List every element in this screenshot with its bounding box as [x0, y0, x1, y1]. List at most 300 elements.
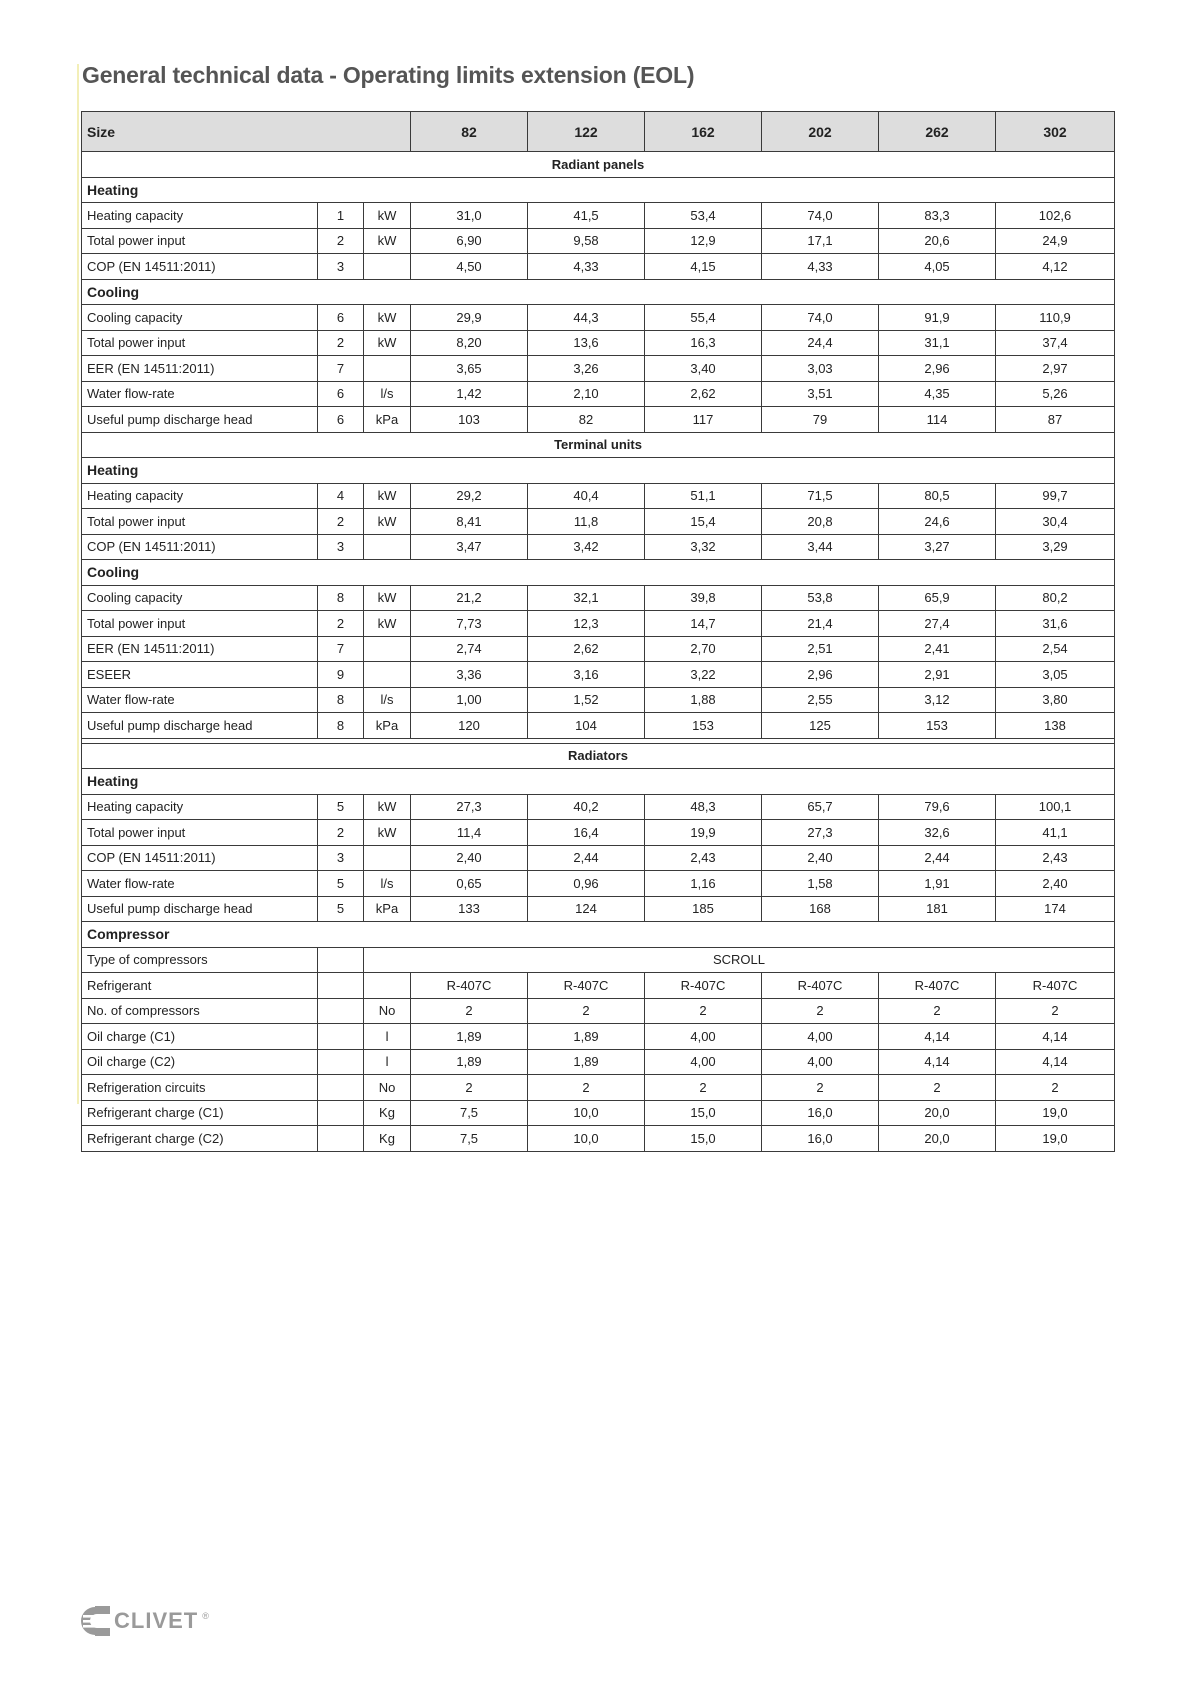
- row-note: 2: [318, 509, 364, 535]
- table-row: [82, 305, 1115, 331]
- size-value: 82: [411, 112, 528, 152]
- group-header-row: [82, 177, 1115, 203]
- row-value: 4,33: [528, 254, 645, 280]
- row-value: 15,0: [645, 1126, 762, 1152]
- row-value: 27,3: [762, 820, 879, 846]
- table-row: [82, 973, 1115, 999]
- table-row: [82, 330, 1115, 356]
- row-value: 16,4: [528, 820, 645, 846]
- row-note: 6: [318, 305, 364, 331]
- row-unit: No: [364, 1075, 411, 1101]
- row-value: 31,0: [411, 203, 528, 229]
- row-value: 2,70: [645, 636, 762, 662]
- row-value: 83,3: [879, 203, 996, 229]
- row-value: 1,16: [645, 871, 762, 897]
- row-note: [318, 947, 364, 973]
- row-value: 2,96: [879, 356, 996, 382]
- row-value: 3,65: [411, 356, 528, 382]
- row-value: 3,29: [996, 534, 1115, 560]
- row-note: 9: [318, 662, 364, 688]
- row-value: 4,14: [996, 1049, 1115, 1075]
- row-value: 110,9: [996, 305, 1115, 331]
- row-value: 3,51: [762, 381, 879, 407]
- table-row: [82, 611, 1115, 637]
- row-value: 9,58: [528, 228, 645, 254]
- row-value: R-407C: [411, 973, 528, 999]
- row-label: Heating capacity: [82, 203, 318, 229]
- row-value: 4,14: [879, 1049, 996, 1075]
- group-header-row: [82, 458, 1115, 484]
- row-value: 181: [879, 896, 996, 922]
- group-title: Heating: [82, 769, 1115, 795]
- row-unit: Kg: [364, 1126, 411, 1152]
- row-value: 53,4: [645, 203, 762, 229]
- row-label: Heating capacity: [82, 483, 318, 509]
- row-value: 15,4: [645, 509, 762, 535]
- table-row: [82, 662, 1115, 688]
- table-row: [82, 687, 1115, 713]
- group-header-row: [82, 279, 1115, 305]
- group-title: Cooling: [82, 560, 1115, 586]
- row-value: 44,3: [528, 305, 645, 331]
- row-value: 120: [411, 713, 528, 739]
- row-unit: l/s: [364, 381, 411, 407]
- table-row: [82, 381, 1115, 407]
- row-value: 4,00: [762, 1024, 879, 1050]
- row-value: 185: [645, 896, 762, 922]
- accent-bar: [77, 64, 79, 1104]
- table-row: [82, 203, 1115, 229]
- row-value: 5,26: [996, 381, 1115, 407]
- row-unit: kPa: [364, 407, 411, 433]
- row-value: 41,5: [528, 203, 645, 229]
- row-value: 65,7: [762, 794, 879, 820]
- row-value: 2,55: [762, 687, 879, 713]
- row-note: 3: [318, 534, 364, 560]
- row-label: Refrigerant charge (C2): [82, 1126, 318, 1152]
- row-value: 1,42: [411, 381, 528, 407]
- row-value: 2,40: [411, 845, 528, 871]
- row-value: 4,50: [411, 254, 528, 280]
- row-value: 3,47: [411, 534, 528, 560]
- row-value: 7,5: [411, 1100, 528, 1126]
- row-value: 3,05: [996, 662, 1115, 688]
- row-value: 2,43: [645, 845, 762, 871]
- row-value: 4,33: [762, 254, 879, 280]
- row-value: 1,58: [762, 871, 879, 897]
- row-value: 29,2: [411, 483, 528, 509]
- row-note: [318, 1075, 364, 1101]
- row-unit: kW: [364, 330, 411, 356]
- row-value: 24,9: [996, 228, 1115, 254]
- row-value: 4,15: [645, 254, 762, 280]
- clivet-logo-icon: [80, 1606, 110, 1636]
- size-value: 162: [645, 112, 762, 152]
- row-value: 80,2: [996, 585, 1115, 611]
- row-value: 15,0: [645, 1100, 762, 1126]
- row-label: Useful pump discharge head: [82, 407, 318, 433]
- row-value: 2,44: [879, 845, 996, 871]
- row-label: Total power input: [82, 611, 318, 637]
- row-value: 2,96: [762, 662, 879, 688]
- row-value: 2,44: [528, 845, 645, 871]
- row-note: 6: [318, 381, 364, 407]
- row-value: 3,27: [879, 534, 996, 560]
- row-value: 2,51: [762, 636, 879, 662]
- table-row: [82, 1126, 1115, 1152]
- row-label: Useful pump discharge head: [82, 713, 318, 739]
- row-unit: kW: [364, 305, 411, 331]
- row-unit: kW: [364, 509, 411, 535]
- row-value: 1,52: [528, 687, 645, 713]
- row-value: 40,2: [528, 794, 645, 820]
- row-note: [318, 1126, 364, 1152]
- row-note: 8: [318, 585, 364, 611]
- row-value: 7,5: [411, 1126, 528, 1152]
- table-body: [82, 112, 1115, 1152]
- logo-text: CLIVET: [114, 1608, 199, 1633]
- row-label: Refrigeration circuits: [82, 1075, 318, 1101]
- table-row: [82, 1075, 1115, 1101]
- row-value: 1,89: [528, 1049, 645, 1075]
- row-value: 103: [411, 407, 528, 433]
- row-note: 2: [318, 611, 364, 637]
- row-value: 2: [762, 998, 879, 1024]
- row-value: 20,6: [879, 228, 996, 254]
- table-row: [82, 585, 1115, 611]
- row-value: 11,4: [411, 820, 528, 846]
- row-value: 79: [762, 407, 879, 433]
- row-note: [318, 973, 364, 999]
- row-value: 16,0: [762, 1126, 879, 1152]
- row-value: 133: [411, 896, 528, 922]
- row-value: 1,89: [411, 1024, 528, 1050]
- row-value: 2: [528, 1075, 645, 1101]
- technical-data-table: [81, 111, 1115, 1152]
- row-note: 3: [318, 845, 364, 871]
- row-value: 20,8: [762, 509, 879, 535]
- table-row: [82, 509, 1115, 535]
- row-note: 1: [318, 203, 364, 229]
- row-note: 5: [318, 896, 364, 922]
- row-unit: kPa: [364, 713, 411, 739]
- row-value: 2,74: [411, 636, 528, 662]
- table-row: [82, 1024, 1115, 1050]
- row-value: 2,62: [528, 636, 645, 662]
- row-value: 117: [645, 407, 762, 433]
- row-note: [318, 1100, 364, 1126]
- row-value: 153: [879, 713, 996, 739]
- group-header-row: [82, 560, 1115, 586]
- row-label: Useful pump discharge head: [82, 896, 318, 922]
- row-value: 14,7: [645, 611, 762, 637]
- row-value: 138: [996, 713, 1115, 739]
- row-value: 2,97: [996, 356, 1115, 382]
- row-value: 2,41: [879, 636, 996, 662]
- group-header-row: [82, 769, 1115, 795]
- row-value: R-407C: [996, 973, 1115, 999]
- row-value: 82: [528, 407, 645, 433]
- row-label: Total power input: [82, 228, 318, 254]
- row-unit: kW: [364, 611, 411, 637]
- row-value: 4,14: [879, 1024, 996, 1050]
- row-value: 4,00: [645, 1024, 762, 1050]
- row-value: 39,8: [645, 585, 762, 611]
- row-value: 17,1: [762, 228, 879, 254]
- row-note: 5: [318, 794, 364, 820]
- row-note: 5: [318, 871, 364, 897]
- row-unit: [364, 973, 411, 999]
- row-value: 3,42: [528, 534, 645, 560]
- section-header-row: [82, 152, 1115, 178]
- row-value: 6,90: [411, 228, 528, 254]
- row-value: 87: [996, 407, 1115, 433]
- row-value: 1,88: [645, 687, 762, 713]
- row-value: 2,10: [528, 381, 645, 407]
- row-value: 99,7: [996, 483, 1115, 509]
- row-value: 3,22: [645, 662, 762, 688]
- row-unit: kPa: [364, 896, 411, 922]
- row-value: 3,36: [411, 662, 528, 688]
- section-title: Radiators: [82, 743, 1115, 769]
- row-value: 3,44: [762, 534, 879, 560]
- row-value: 31,6: [996, 611, 1115, 637]
- row-label: COP (EN 14511:2011): [82, 534, 318, 560]
- table-row: [82, 1100, 1115, 1126]
- table-row: [82, 228, 1115, 254]
- row-value: 27,4: [879, 611, 996, 637]
- row-value: 74,0: [762, 305, 879, 331]
- row-value: R-407C: [762, 973, 879, 999]
- row-value: 19,0: [996, 1100, 1115, 1126]
- row-value: 153: [645, 713, 762, 739]
- row-value: R-407C: [879, 973, 996, 999]
- row-value: 2: [996, 1075, 1115, 1101]
- row-value: 79,6: [879, 794, 996, 820]
- row-value: 125: [762, 713, 879, 739]
- section-header-row: [82, 743, 1115, 769]
- row-value: 168: [762, 896, 879, 922]
- table-row: [82, 947, 1115, 973]
- row-value: 12,9: [645, 228, 762, 254]
- row-unit: [364, 534, 411, 560]
- row-value: 3,03: [762, 356, 879, 382]
- clivet-logo: [80, 1606, 209, 1636]
- row-value: 2: [645, 1075, 762, 1101]
- row-value: 74,0: [762, 203, 879, 229]
- row-note: 7: [318, 356, 364, 382]
- row-value: 2: [996, 998, 1115, 1024]
- row-value: 20,0: [879, 1126, 996, 1152]
- row-value: 71,5: [762, 483, 879, 509]
- row-value: 8,41: [411, 509, 528, 535]
- row-label: Refrigerant: [82, 973, 318, 999]
- row-label: Total power input: [82, 509, 318, 535]
- row-unit: kW: [364, 483, 411, 509]
- row-unit: [364, 636, 411, 662]
- table-row: [82, 534, 1115, 560]
- row-note: 2: [318, 228, 364, 254]
- section-title: Terminal units: [82, 432, 1115, 458]
- row-value: 3,80: [996, 687, 1115, 713]
- row-value: 11,8: [528, 509, 645, 535]
- size-value: 122: [528, 112, 645, 152]
- row-label: Type of compressors: [82, 947, 318, 973]
- row-value: 4,14: [996, 1024, 1115, 1050]
- row-value: 4,35: [879, 381, 996, 407]
- row-value: 102,6: [996, 203, 1115, 229]
- table-row: [82, 998, 1115, 1024]
- row-value: 2,43: [996, 845, 1115, 871]
- row-value: 80,5: [879, 483, 996, 509]
- row-label: No. of compressors: [82, 998, 318, 1024]
- row-value: 1,00: [411, 687, 528, 713]
- size-value: 262: [879, 112, 996, 152]
- row-value: 31,1: [879, 330, 996, 356]
- table-row: [82, 483, 1115, 509]
- row-value: 8,20: [411, 330, 528, 356]
- row-value: 27,3: [411, 794, 528, 820]
- row-unit: l: [364, 1049, 411, 1075]
- row-value: 4,12: [996, 254, 1115, 280]
- row-value: 2: [879, 1075, 996, 1101]
- compressor-title: Compressor: [82, 922, 1115, 948]
- row-value: 4,00: [645, 1049, 762, 1075]
- row-value: 1,89: [528, 1024, 645, 1050]
- table-row: [82, 636, 1115, 662]
- row-unit: [364, 845, 411, 871]
- row-value: 32,6: [879, 820, 996, 846]
- row-value: 114: [879, 407, 996, 433]
- row-value: 19,0: [996, 1126, 1115, 1152]
- row-value: 10,0: [528, 1126, 645, 1152]
- row-label: Total power input: [82, 820, 318, 846]
- row-note: 8: [318, 713, 364, 739]
- row-value: 16,0: [762, 1100, 879, 1126]
- row-label: Water flow-rate: [82, 871, 318, 897]
- row-unit: l/s: [364, 871, 411, 897]
- row-unit: kW: [364, 794, 411, 820]
- row-note: [318, 1049, 364, 1075]
- row-value: 30,4: [996, 509, 1115, 535]
- row-value: 91,9: [879, 305, 996, 331]
- row-label: Cooling capacity: [82, 585, 318, 611]
- row-unit: kW: [364, 820, 411, 846]
- row-unit: kW: [364, 585, 411, 611]
- row-value: 24,6: [879, 509, 996, 535]
- row-value: 3,32: [645, 534, 762, 560]
- row-unit: [364, 662, 411, 688]
- row-note: 3: [318, 254, 364, 280]
- row-value: 174: [996, 896, 1115, 922]
- row-value: 4,05: [879, 254, 996, 280]
- row-value: 20,0: [879, 1100, 996, 1126]
- table-row: [82, 871, 1115, 897]
- row-value: 2,62: [645, 381, 762, 407]
- table-row: [82, 356, 1115, 382]
- row-value: 12,3: [528, 611, 645, 637]
- row-value: 16,3: [645, 330, 762, 356]
- group-title: Cooling: [82, 279, 1115, 305]
- row-note: 7: [318, 636, 364, 662]
- row-note: [318, 1024, 364, 1050]
- row-value: 2,40: [762, 845, 879, 871]
- compressor-type-value: SCROLL: [364, 947, 1115, 973]
- row-value: 3,12: [879, 687, 996, 713]
- row-value: 21,2: [411, 585, 528, 611]
- table-row: [82, 845, 1115, 871]
- row-note: 4: [318, 483, 364, 509]
- row-value: 19,9: [645, 820, 762, 846]
- row-value: 2: [879, 998, 996, 1024]
- row-value: 41,1: [996, 820, 1115, 846]
- row-unit: kW: [364, 203, 411, 229]
- row-value: 7,73: [411, 611, 528, 637]
- row-note: [318, 998, 364, 1024]
- row-value: 2: [411, 1075, 528, 1101]
- row-note: 8: [318, 687, 364, 713]
- row-value: 2: [411, 998, 528, 1024]
- row-unit: No: [364, 998, 411, 1024]
- row-value: 29,9: [411, 305, 528, 331]
- row-unit: Kg: [364, 1100, 411, 1126]
- row-value: 0,96: [528, 871, 645, 897]
- row-note: 6: [318, 407, 364, 433]
- row-value: 24,4: [762, 330, 879, 356]
- row-value: 2,91: [879, 662, 996, 688]
- row-value: 2: [762, 1075, 879, 1101]
- row-label: Cooling capacity: [82, 305, 318, 331]
- row-label: EER (EN 14511:2011): [82, 356, 318, 382]
- row-label: Refrigerant charge (C1): [82, 1100, 318, 1126]
- table-row: [82, 896, 1115, 922]
- table-row: [82, 1049, 1115, 1075]
- row-label: Water flow-rate: [82, 687, 318, 713]
- size-label: Size: [82, 112, 411, 152]
- row-label: COP (EN 14511:2011): [82, 254, 318, 280]
- row-label: Oil charge (C1): [82, 1024, 318, 1050]
- technical-data-table-wrapper: [81, 111, 1114, 1152]
- row-value: 2: [645, 998, 762, 1024]
- row-value: 40,4: [528, 483, 645, 509]
- row-value: 48,3: [645, 794, 762, 820]
- row-value: 55,4: [645, 305, 762, 331]
- row-value: 37,4: [996, 330, 1115, 356]
- row-unit: kW: [364, 228, 411, 254]
- row-note: 2: [318, 820, 364, 846]
- row-value: 21,4: [762, 611, 879, 637]
- row-label: COP (EN 14511:2011): [82, 845, 318, 871]
- row-value: 100,1: [996, 794, 1115, 820]
- group-header-row: [82, 922, 1115, 948]
- section-title: Radiant panels: [82, 152, 1115, 178]
- row-value: 53,8: [762, 585, 879, 611]
- row-label: ESEER: [82, 662, 318, 688]
- page-title: General technical data - Operating limits extension (EOL): [82, 62, 695, 88]
- row-unit: l/s: [364, 687, 411, 713]
- row-value: 2: [528, 998, 645, 1024]
- row-label: EER (EN 14511:2011): [82, 636, 318, 662]
- size-value: 202: [762, 112, 879, 152]
- row-value: 13,6: [528, 330, 645, 356]
- row-label: Water flow-rate: [82, 381, 318, 407]
- header-row: [82, 112, 1115, 152]
- row-note: 2: [318, 330, 364, 356]
- row-unit: [364, 254, 411, 280]
- row-value: 0,65: [411, 871, 528, 897]
- row-value: 3,16: [528, 662, 645, 688]
- group-title: Heating: [82, 458, 1115, 484]
